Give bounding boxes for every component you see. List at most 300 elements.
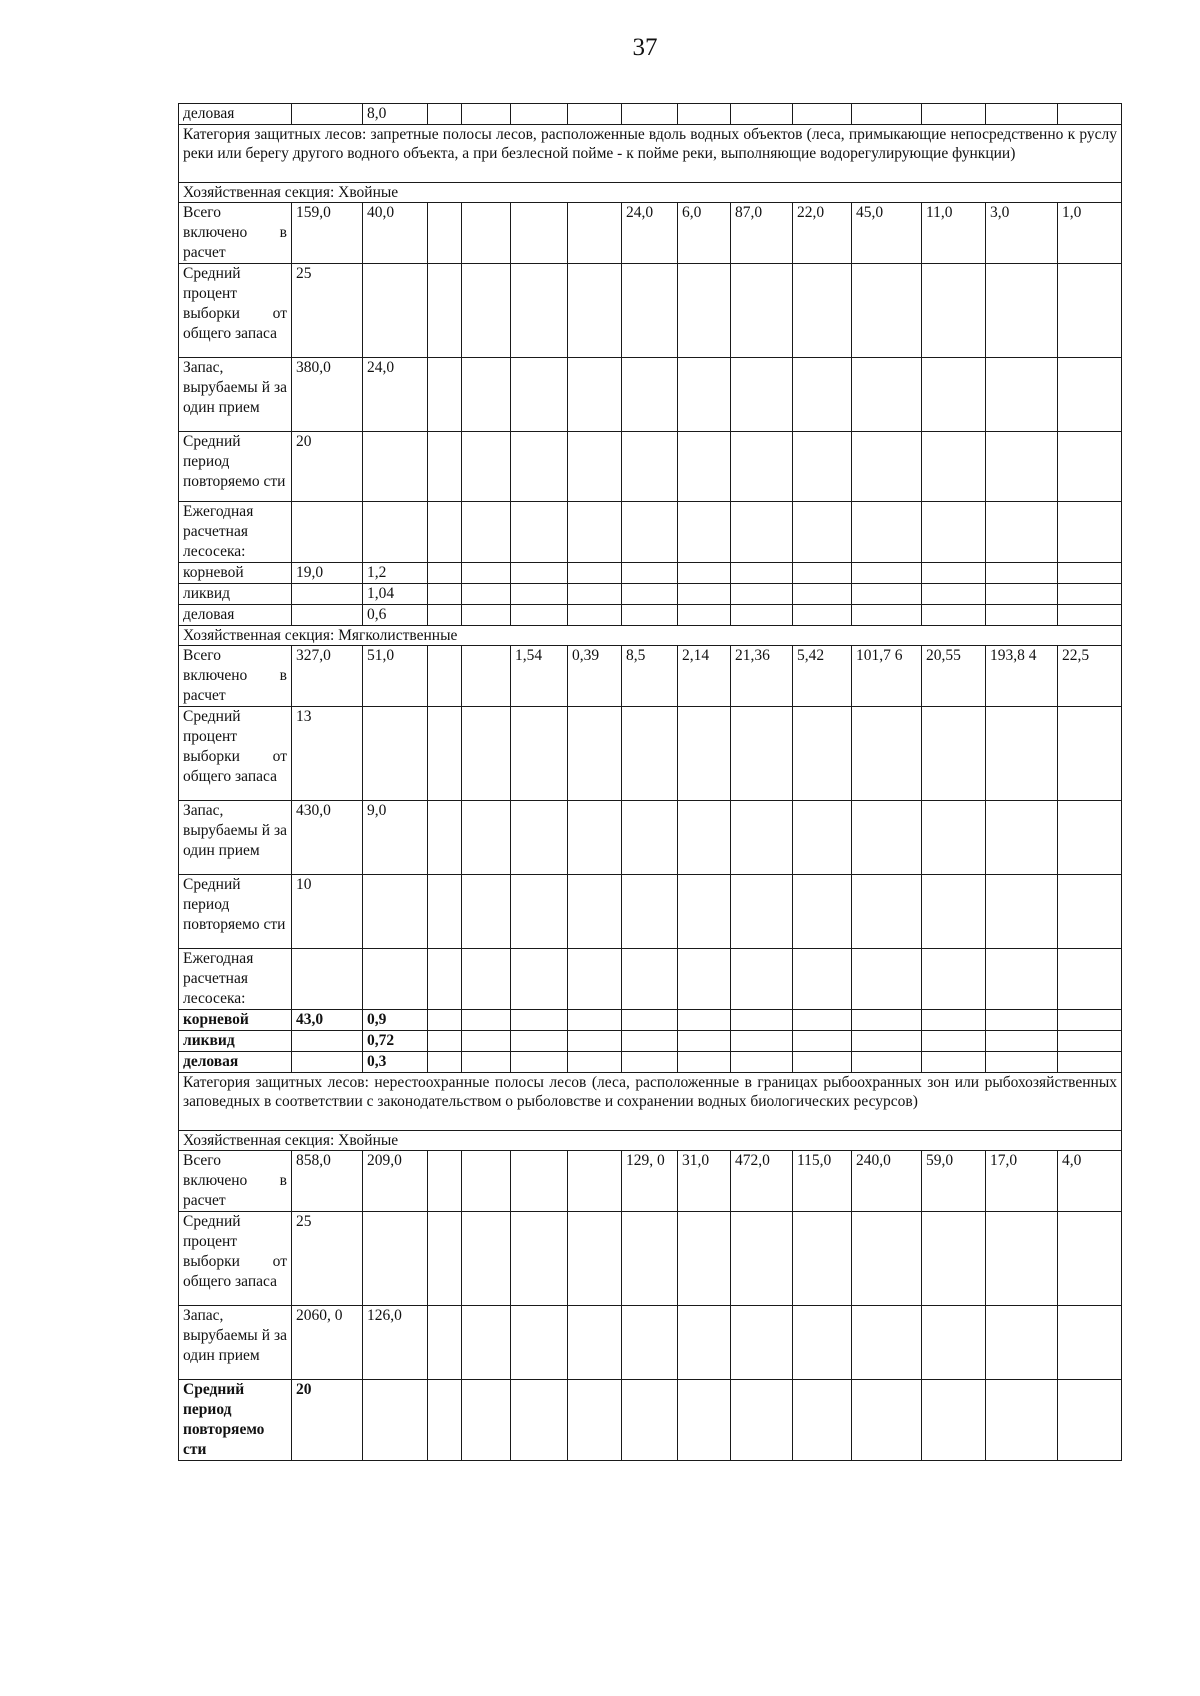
- table-cell: [511, 605, 568, 626]
- row-label: Ежегодная расчетная лесосека:: [179, 949, 292, 1010]
- table-cell: 1,04: [363, 584, 428, 605]
- table-cell: [986, 875, 1058, 949]
- table-cell: [731, 949, 793, 1010]
- table-cell: 193,8 4: [986, 646, 1058, 707]
- table-body: [179, 104, 1122, 1461]
- table-cell: [852, 502, 922, 563]
- table-cell: [852, 358, 922, 432]
- table-cell: [793, 875, 852, 949]
- table-row: [179, 605, 1122, 626]
- table-cell: [363, 432, 428, 502]
- table-cell: [922, 875, 986, 949]
- table-cell: [363, 1212, 428, 1306]
- table-cell: [568, 1306, 622, 1380]
- table-cell: [986, 707, 1058, 801]
- table-cell: [922, 1052, 986, 1073]
- table-cell: [622, 432, 678, 502]
- table-cell: [511, 875, 568, 949]
- table-cell: 24,0: [363, 358, 428, 432]
- table-cell: [986, 358, 1058, 432]
- table-cell: [986, 584, 1058, 605]
- table-cell: [1058, 1212, 1122, 1306]
- table-cell: [363, 707, 428, 801]
- row-label: Запас, вырубаемы й за один прием: [179, 1306, 292, 1380]
- table-cell: 4,0: [1058, 1151, 1122, 1212]
- table-cell: [922, 707, 986, 801]
- table-cell: [678, 1052, 731, 1073]
- table-cell: 2,14: [678, 646, 731, 707]
- table-cell: [986, 1031, 1058, 1052]
- table-cell: [622, 502, 678, 563]
- table-cell: [462, 1151, 511, 1212]
- table-cell: [986, 605, 1058, 626]
- table-cell: [428, 949, 462, 1010]
- table-cell: [852, 875, 922, 949]
- table-cell: [511, 358, 568, 432]
- table-cell: [568, 801, 622, 875]
- table-cell: [852, 949, 922, 1010]
- table-cell: [622, 1212, 678, 1306]
- table-cell: [922, 104, 986, 125]
- table-cell: [678, 707, 731, 801]
- table-cell: [1058, 1052, 1122, 1073]
- table-cell: [568, 563, 622, 584]
- table-cell: [922, 358, 986, 432]
- table-row: [179, 432, 1122, 502]
- table-cell: [622, 104, 678, 125]
- table-cell: [428, 1212, 462, 1306]
- table-cell: [511, 801, 568, 875]
- table-cell: [568, 1052, 622, 1073]
- table-cell: 327,0: [292, 646, 363, 707]
- table-cell: [793, 707, 852, 801]
- table-cell: 13: [292, 707, 363, 801]
- row-label: ликвид: [179, 584, 292, 605]
- table-cell: [922, 605, 986, 626]
- table-cell: [852, 104, 922, 125]
- table-cell: [1058, 949, 1122, 1010]
- table-cell: [622, 605, 678, 626]
- table-cell: [678, 1010, 731, 1031]
- table-cell: 129, 0: [622, 1151, 678, 1212]
- table-cell: [731, 1306, 793, 1380]
- row-label: корневой: [179, 1010, 292, 1031]
- table-cell: 22,5: [1058, 646, 1122, 707]
- table-row: [179, 1306, 1122, 1380]
- row-label: Всего включено в расчет: [179, 1151, 292, 1212]
- table-cell: [793, 1010, 852, 1031]
- table-cell: [462, 1052, 511, 1073]
- table-cell: 380,0: [292, 358, 363, 432]
- table-row: [179, 1010, 1122, 1031]
- table-cell: [462, 584, 511, 605]
- table-cell: [1058, 707, 1122, 801]
- table-cell: [1058, 875, 1122, 949]
- table-cell: [1058, 104, 1122, 125]
- table-cell: [462, 502, 511, 563]
- table-cell: [731, 1212, 793, 1306]
- table-cell: [292, 949, 363, 1010]
- table-cell: [462, 1306, 511, 1380]
- table-cell: 17,0: [986, 1151, 1058, 1212]
- table-cell: [428, 358, 462, 432]
- table-cell: [852, 1010, 922, 1031]
- table-cell: [1058, 584, 1122, 605]
- table-cell: [511, 584, 568, 605]
- table-cell: [678, 1380, 731, 1461]
- table-cell: [922, 1010, 986, 1031]
- table-cell: 51,0: [363, 646, 428, 707]
- row-label: Средний процент выборки от общего запаса: [179, 707, 292, 801]
- row-label: деловая: [179, 104, 292, 125]
- table-cell: [428, 646, 462, 707]
- table-cell: [1058, 1010, 1122, 1031]
- table-row: [179, 584, 1122, 605]
- table-cell: [363, 264, 428, 358]
- table-cell: 8,0: [363, 104, 428, 125]
- row-label: деловая: [179, 605, 292, 626]
- table-cell: [922, 1031, 986, 1052]
- table-cell: [462, 707, 511, 801]
- table-cell: 22,0: [793, 203, 852, 264]
- table-cell: 24,0: [622, 203, 678, 264]
- table-cell: [511, 264, 568, 358]
- table-row: [179, 1052, 1122, 1073]
- table-cell: [793, 563, 852, 584]
- table-cell: [511, 104, 568, 125]
- table-cell: [793, 1306, 852, 1380]
- table-cell: [1058, 358, 1122, 432]
- table-row: [179, 1380, 1122, 1461]
- table-cell: 21,36: [731, 646, 793, 707]
- table-cell: 209,0: [363, 1151, 428, 1212]
- table-cell: [568, 707, 622, 801]
- table-cell: [568, 502, 622, 563]
- table-row: [179, 1031, 1122, 1052]
- table-cell: [568, 584, 622, 605]
- table-cell: 20: [292, 432, 363, 502]
- table-cell: 115,0: [793, 1151, 852, 1212]
- table-cell: [731, 563, 793, 584]
- table-cell: 430,0: [292, 801, 363, 875]
- table-cell: [922, 264, 986, 358]
- table-cell: [622, 1010, 678, 1031]
- table-cell: [428, 1052, 462, 1073]
- table-cell: [511, 707, 568, 801]
- table-cell: [986, 1212, 1058, 1306]
- table-cell: [852, 1306, 922, 1380]
- table-cell: [731, 1031, 793, 1052]
- table-cell: 20: [292, 1380, 363, 1461]
- table-cell: [428, 104, 462, 125]
- table-cell: [678, 605, 731, 626]
- table-cell: [568, 949, 622, 1010]
- table-cell: 5,42: [793, 646, 852, 707]
- table-cell: [292, 1052, 363, 1073]
- table-cell: 1,54: [511, 646, 568, 707]
- table-cell: [622, 707, 678, 801]
- table-cell: [852, 584, 922, 605]
- table-cell: [462, 605, 511, 626]
- table-cell: [678, 563, 731, 584]
- table-row: [179, 1212, 1122, 1306]
- table-cell: [622, 1306, 678, 1380]
- page-number: 37: [632, 34, 658, 61]
- table-cell: 87,0: [731, 203, 793, 264]
- table-cell: [428, 1380, 462, 1461]
- table-cell: [793, 432, 852, 502]
- table-cell: 858,0: [292, 1151, 363, 1212]
- table-cell: [731, 1010, 793, 1031]
- table-cell: 6,0: [678, 203, 731, 264]
- table-cell: [428, 1306, 462, 1380]
- table-cell: [622, 358, 678, 432]
- table-cell: 20,55: [922, 646, 986, 707]
- table-cell: [731, 358, 793, 432]
- table-cell: [793, 1380, 852, 1461]
- table-cell: [568, 358, 622, 432]
- table-cell: [793, 584, 852, 605]
- table-row: [179, 1073, 1122, 1131]
- table-cell: [793, 104, 852, 125]
- table-cell: 25: [292, 1212, 363, 1306]
- row-label: Средний период повторяемо сти: [179, 1380, 292, 1461]
- table-cell: [511, 432, 568, 502]
- table-cell: [462, 875, 511, 949]
- table-cell: [511, 1380, 568, 1461]
- table-cell: [731, 432, 793, 502]
- table-cell: [292, 104, 363, 125]
- table-cell: [428, 1010, 462, 1031]
- table-cell: [793, 1212, 852, 1306]
- table-cell: [428, 584, 462, 605]
- table-cell: [793, 801, 852, 875]
- table-row: [179, 502, 1122, 563]
- table-cell: [292, 1031, 363, 1052]
- table-cell: [1058, 563, 1122, 584]
- table-cell: [428, 432, 462, 502]
- table-cell: [292, 584, 363, 605]
- table-row: [179, 875, 1122, 949]
- table-cell: [922, 1380, 986, 1461]
- table-cell: [568, 203, 622, 264]
- table-cell: [731, 707, 793, 801]
- table-row: [179, 125, 1122, 183]
- table-cell: [568, 432, 622, 502]
- table-cell: [462, 1031, 511, 1052]
- table-cell: [363, 502, 428, 563]
- row-label: Средний процент выборки от общего запаса: [179, 264, 292, 358]
- table-cell: [793, 264, 852, 358]
- table-cell: [428, 264, 462, 358]
- section-heading: Хозяйственная секция: Хвойные: [179, 183, 1122, 203]
- table-cell: 40,0: [363, 203, 428, 264]
- table-cell: 1,0: [1058, 203, 1122, 264]
- table-cell: [622, 1052, 678, 1073]
- table-cell: [428, 563, 462, 584]
- table-cell: [986, 801, 1058, 875]
- section-heading: Хозяйственная секция: Мягколиственные: [179, 626, 1122, 646]
- table-cell: [922, 563, 986, 584]
- table-cell: [1058, 1380, 1122, 1461]
- table-cell: [1058, 502, 1122, 563]
- table-cell: [852, 432, 922, 502]
- table-cell: [462, 949, 511, 1010]
- table-cell: [986, 949, 1058, 1010]
- table-cell: [731, 801, 793, 875]
- table-cell: [428, 502, 462, 563]
- table-cell: [731, 605, 793, 626]
- table-cell: [678, 1212, 731, 1306]
- table-cell: [462, 646, 511, 707]
- row-label: ликвид: [179, 1031, 292, 1052]
- table-cell: [462, 1010, 511, 1031]
- table-cell: [922, 502, 986, 563]
- table-cell: [568, 1380, 622, 1461]
- table-cell: [622, 563, 678, 584]
- table-cell: [1058, 605, 1122, 626]
- table-row: [179, 203, 1122, 264]
- table-cell: [731, 584, 793, 605]
- table-cell: [622, 801, 678, 875]
- table-row: [179, 646, 1122, 707]
- table-cell: [922, 584, 986, 605]
- table-cell: [462, 264, 511, 358]
- table-cell: [678, 104, 731, 125]
- table-cell: [622, 949, 678, 1010]
- table-cell: [986, 1306, 1058, 1380]
- section-heading: Хозяйственная секция: Хвойные: [179, 1131, 1122, 1151]
- table-cell: [922, 801, 986, 875]
- row-label: Запас, вырубаемы й за один прием: [179, 358, 292, 432]
- table-cell: 59,0: [922, 1151, 986, 1212]
- table-cell: [731, 264, 793, 358]
- table-cell: [568, 264, 622, 358]
- table-cell: 472,0: [731, 1151, 793, 1212]
- table-cell: [1058, 264, 1122, 358]
- table-cell: [852, 264, 922, 358]
- table-cell: [852, 1031, 922, 1052]
- table-cell: [462, 203, 511, 264]
- table-cell: [428, 707, 462, 801]
- table-cell: 1,2: [363, 563, 428, 584]
- table-row: [179, 264, 1122, 358]
- row-label: Запас, вырубаемы й за один прием: [179, 801, 292, 875]
- table-row: [179, 1131, 1122, 1151]
- table-cell: 159,0: [292, 203, 363, 264]
- table-row: [179, 104, 1122, 125]
- table-cell: [1058, 432, 1122, 502]
- table-cell: [568, 104, 622, 125]
- table-cell: [511, 502, 568, 563]
- table-cell: [986, 432, 1058, 502]
- table-cell: 31,0: [678, 1151, 731, 1212]
- table-cell: [462, 432, 511, 502]
- table-cell: [986, 1380, 1058, 1461]
- table-cell: [622, 875, 678, 949]
- table-cell: [922, 1306, 986, 1380]
- table-cell: [568, 1010, 622, 1031]
- table-cell: [986, 104, 1058, 125]
- table-cell: [986, 1010, 1058, 1031]
- table-cell: [363, 875, 428, 949]
- table-cell: 0,39: [568, 646, 622, 707]
- table-cell: 0,9: [363, 1010, 428, 1031]
- table-cell: [731, 875, 793, 949]
- table-cell: [292, 605, 363, 626]
- table-cell: [731, 104, 793, 125]
- table-cell: [1058, 801, 1122, 875]
- table-cell: 0,72: [363, 1031, 428, 1052]
- table-cell: [428, 1031, 462, 1052]
- table-cell: [922, 432, 986, 502]
- table-cell: [462, 1212, 511, 1306]
- table-row: [179, 626, 1122, 646]
- table-cell: [462, 563, 511, 584]
- table-cell: [731, 1380, 793, 1461]
- table-cell: 0,3: [363, 1052, 428, 1073]
- table-cell: [793, 502, 852, 563]
- table-row: [179, 563, 1122, 584]
- table-cell: [1058, 1306, 1122, 1380]
- table-cell: [852, 605, 922, 626]
- table-cell: 8,5: [622, 646, 678, 707]
- table-cell: [852, 801, 922, 875]
- table-row: [179, 358, 1122, 432]
- table-cell: [852, 1380, 922, 1461]
- table-cell: [922, 949, 986, 1010]
- table-cell: [568, 605, 622, 626]
- table-cell: 0,6: [363, 605, 428, 626]
- table-cell: [511, 1306, 568, 1380]
- table-cell: [986, 1052, 1058, 1073]
- table-cell: [568, 1031, 622, 1052]
- table-cell: [793, 949, 852, 1010]
- row-label: Ежегодная расчетная лесосека:: [179, 502, 292, 563]
- table-cell: [852, 707, 922, 801]
- table-cell: [462, 801, 511, 875]
- table-cell: [793, 358, 852, 432]
- table-cell: [428, 801, 462, 875]
- table-row: [179, 949, 1122, 1010]
- table-cell: [511, 563, 568, 584]
- table-cell: [462, 358, 511, 432]
- table-cell: [793, 1052, 852, 1073]
- table-cell: [793, 1031, 852, 1052]
- table-cell: [678, 1306, 731, 1380]
- category-heading: Категория защитных лесов: нерестоохранные полосы лесов (леса, расположенные в границах рыбоохранных зон или рыбохозяйственных заповедных в соответствии с законодательством о рыболовстве и сохранении водных биологических ресурсов): [179, 1073, 1122, 1131]
- forest-calculation-table: [178, 103, 1122, 1461]
- table-cell: [292, 502, 363, 563]
- row-label: Средний процент выборки от общего запаса: [179, 1212, 292, 1306]
- table-cell: 19,0: [292, 563, 363, 584]
- table-cell: [678, 949, 731, 1010]
- table-cell: [852, 1212, 922, 1306]
- table-cell: 240,0: [852, 1151, 922, 1212]
- table-row: [179, 1151, 1122, 1212]
- category-heading: Категория защитных лесов: запретные полосы лесов, расположенные вдоль водных объектов (леса, примыкающие непосредственно к руслу реки или берегу другого водного объекта, а при безлесной пойме - к пойме реки, выполняющие водорегулирующие функции): [179, 125, 1122, 183]
- table-cell: [622, 264, 678, 358]
- table-cell: [731, 502, 793, 563]
- table-cell: [511, 1010, 568, 1031]
- table-cell: [568, 1151, 622, 1212]
- table-cell: 126,0: [363, 1306, 428, 1380]
- table-cell: [678, 432, 731, 502]
- table-cell: [428, 605, 462, 626]
- table-cell: 43,0: [292, 1010, 363, 1031]
- table-cell: 25: [292, 264, 363, 358]
- table-cell: [622, 584, 678, 605]
